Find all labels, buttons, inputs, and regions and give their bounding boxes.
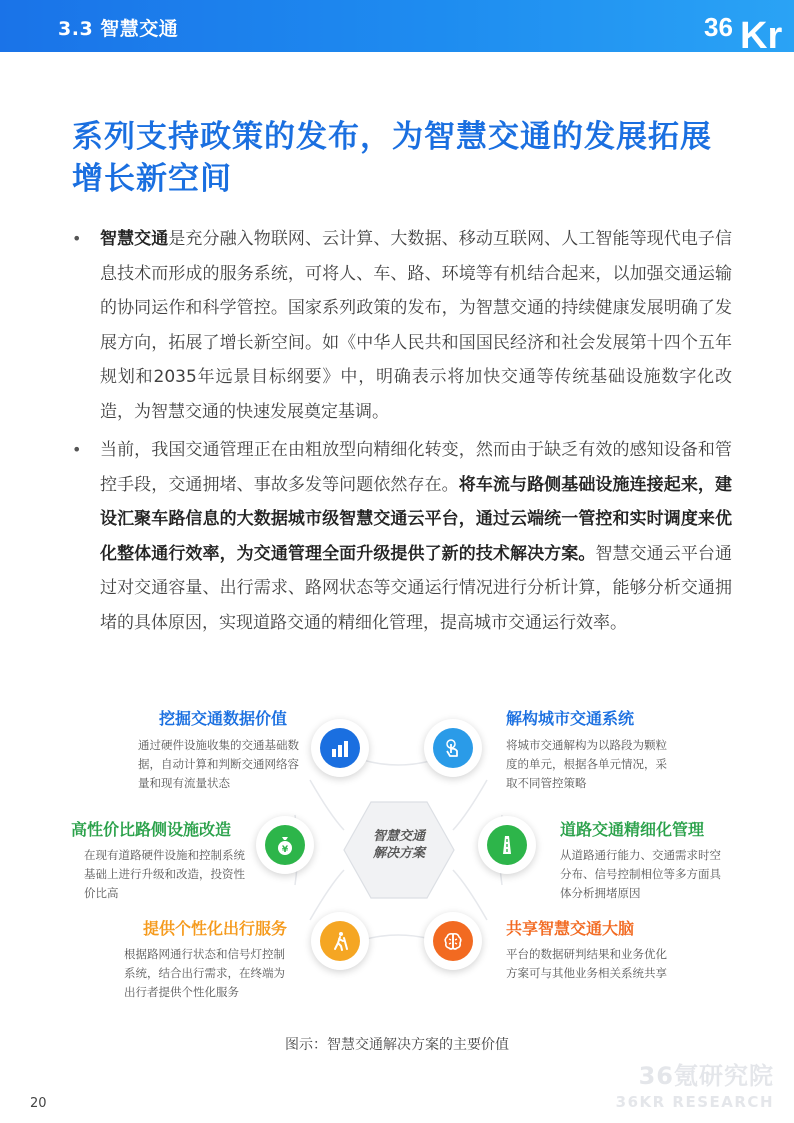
- watermark-en: 36KR RESEARCH: [615, 1093, 774, 1111]
- bullet-1-text: 是充分融入物联网、云计算、大数据、移动互联网、人工智能等现代电子信息技术而形成的服务系统，可将人、车、路、环境等有机结合起来，以加强交通运输的协同运作和科学管控。国家系列政策的发布，为智慧交通的持续健康发展明确了发展方向，拓展了增长新空间。如《中华人民共和国国民经济和社会发展第十四个五年规划和2035年远景目标纲要》中，明确表示将加快交通等传统基础设施数字化改造，为智慧交通的快速发展奠定基调。: [100, 229, 733, 422]
- item-title-deconstruct: 解构城市交通系统: [506, 709, 635, 728]
- item-icon-data-value: [311, 719, 369, 777]
- bar-chart-icon: [320, 728, 360, 768]
- svg-text:Kr: Kr: [740, 15, 783, 52]
- svg-text:¥: ¥: [281, 845, 289, 855]
- bullet-2-text-before: 当前，我国交通管理正在由粗放型向精细化转变，然而由于缺乏有效的感知设备和管控手段，交通拥堵、事故多发等问题依然存在。: [100, 440, 732, 495]
- solution-diagram: [0, 690, 794, 1020]
- watermark-cn: 36氪研究院: [638, 1062, 774, 1090]
- page-number: 20: [30, 1096, 47, 1111]
- page-headline: [72, 116, 752, 200]
- money-bag-icon: [265, 825, 305, 865]
- item-desc-deconstruct: 将城市交通解构为以路段为颗粒度的单元，根据各单元情况，采取不同管控策略: [506, 738, 667, 790]
- center-line-2: 解决方案: [372, 846, 425, 861]
- bullet-2-text-after: 智慧交通云平台通过对交通容量、出行需求、路网状态等交通运行情况进行分析计算，能够分析交通拥堵的具体原因，实现道路交通的精细化管理，提高城市交通运行效率。: [100, 543, 733, 633]
- item-desc-personalized: 根据路网通行状态和信号灯控制系统，结合出行需求，在终端为出行者提供个性化服务: [124, 947, 285, 999]
- headline-line-1: 系列支持政策的发布，为智慧交通的发展拓展: [72, 119, 712, 155]
- road-icon: [487, 825, 527, 865]
- item-desc-shared-brain: 平台的数据研判结果和业务优化方案可与其他业务相关系统共享: [506, 947, 667, 980]
- bullet-1-bold: 智慧交通: [100, 229, 169, 249]
- item-title-personalized: 提供个性化出行服务: [142, 919, 287, 938]
- item-desc-roadside: 在现有道路硬件设施和控制系统基础上进行升级和改造，投资性价比高: [84, 848, 245, 900]
- center-line-1: 智慧交通: [372, 829, 425, 844]
- diagram-center-label: [344, 828, 454, 862]
- item-icon-shared-brain: [424, 912, 482, 970]
- bullet-item-2: [72, 433, 732, 640]
- item-title-data-value: 挖掘交通数据价值: [158, 709, 287, 728]
- bullet-list: [72, 222, 732, 644]
- item-icon-fine-management: [478, 816, 536, 874]
- item-title-roadside: 高性价比路侧设施改造: [70, 820, 231, 839]
- bullet-dot-icon: •: [72, 440, 82, 459]
- item-title-fine-management: 道路交通精细化管理: [560, 820, 705, 839]
- figure-caption: 图示：智慧交通解决方案的主要价值: [285, 1037, 509, 1053]
- bullet-item-1: [72, 222, 732, 429]
- touch-icon: [433, 728, 473, 768]
- 36kr-logo: [684, 0, 794, 52]
- bullet-dot-icon: •: [72, 229, 82, 248]
- bullet-2-bold: 将车流与路侧基础设施连接起来，建设汇聚车路信息的大数据城市级智慧交通云平台，通过云端统一管控和实时调度来优化整体通行效率，为交通管理全面升级提供了新的技术解决方案。: [100, 474, 732, 564]
- walker-icon: [320, 921, 360, 961]
- brain-icon: [433, 921, 473, 961]
- item-icon-roadside: [256, 816, 314, 874]
- svg-text:36: 36: [704, 12, 733, 42]
- item-title-shared-brain: 共享智慧交通大脑: [506, 919, 635, 938]
- item-icon-personalized: [311, 912, 369, 970]
- item-desc-data-value: 通过硬件设施收集的交通基础数据，自动计算和判断交通网络容量和现有流量状态: [138, 738, 299, 790]
- item-desc-fine-management: 从道路通行能力、交通需求时空分布、信号控制相位等多方面具体分析拥堵原因: [560, 848, 721, 900]
- section-title: 3.3 智慧交通: [58, 18, 179, 40]
- 36kr-research-watermark: [616, 1056, 774, 1111]
- item-icon-deconstruct: [424, 719, 482, 777]
- headline-line-2: 增长新空间: [72, 161, 232, 197]
